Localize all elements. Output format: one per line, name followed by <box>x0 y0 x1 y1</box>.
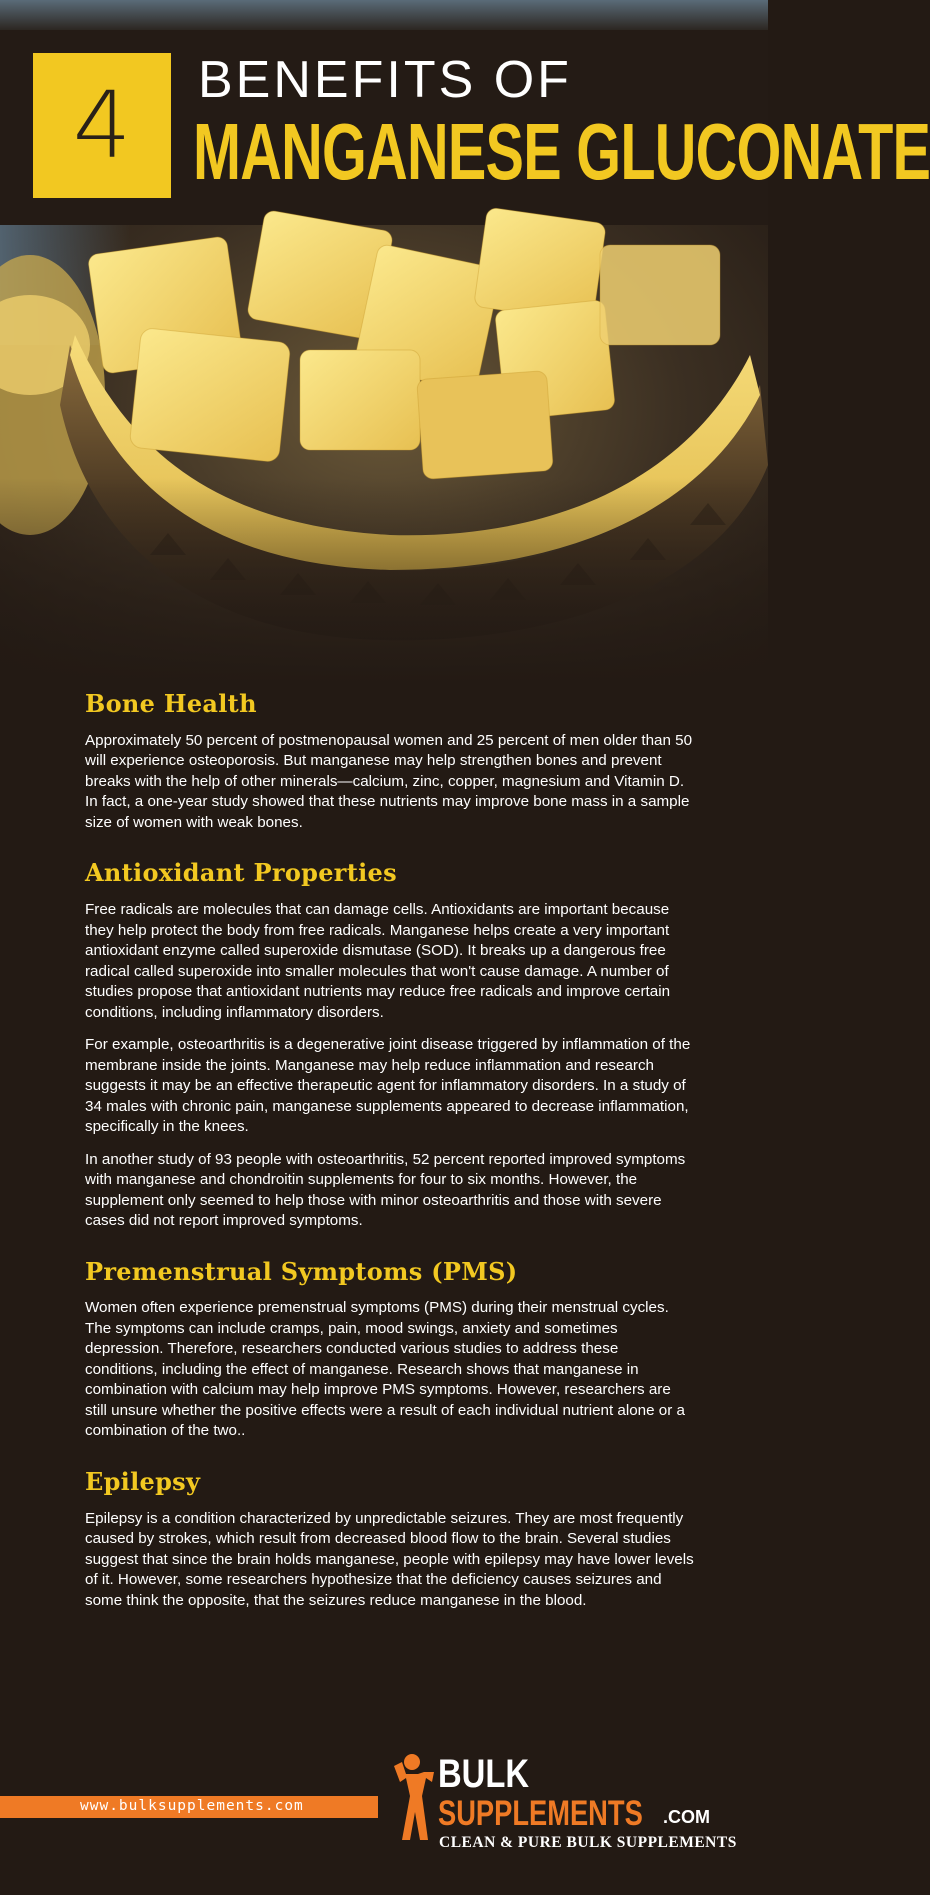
number-badge <box>33 53 171 198</box>
title-line-1: BENEFITS OF <box>198 51 572 109</box>
section-paragraph: Free radicals are molecules that can damage cells. Antioxidants are important because they help protect the body from free radicals. Manganese helps create a very important antioxidant enzyme called superoxide dismutase (SOD). It breaks up a dangerous free radical called superoxide into smaller molecules that won't cause damage. A number of studies propose that antioxidant nutrients may reduce free radicals and improve certain conditions, including inflammatory disorders. <box>85 901 671 1021</box>
section-bone-health <box>85 690 695 833</box>
title-line-2: MANGANESE GLUCONATE <box>193 107 930 196</box>
section-pms <box>85 1258 695 1442</box>
section-paragraph: Approximately 50 percent of postmenopausal women and 25 percent of men older than 50 will experience osteoporosis. But manganese may help strengthen bones and prevent breaks with the help of other minerals—calcium, zinc, copper, magnesium and Vitamin D. In fact, a one-year study showed that these nutrients may improve bone mass in a sample size of women with weak bones. <box>85 731 693 831</box>
section-paragraph: For example, osteoarthritis is a degenerative joint disease triggered by inflammation of the membrane inside the joints. Manganese may help reduce inflammation and research suggests it may be an effective therapeutic agent for inflammatory disorders. In a study of 34 males with chronic pain, manganese supplements appeared to decrease inflammation, specifically in the knees. <box>85 1036 691 1136</box>
website-url[interactable]: www.bulksupplements.com <box>80 1798 304 1814</box>
section-paragraph: Women often experience premenstrual symptoms (PMS) during their menstrual cycles. The symptoms can include cramps, pain, mood swings, anxiety and sometimes depression. Therefore, researchers conducted various studies to address these conditions, including the effect of manganese. Research shows that manganese in combination with calcium may help improve PMS symptoms. However, researchers are still unsure whether the positive effects were a result of each individual nutrient alone or a combination of the two.. <box>85 1299 685 1440</box>
benefit-count: 4 <box>72 71 132 179</box>
content-area <box>85 690 695 1637</box>
section-title: Epilepsy <box>85 1466 201 1496</box>
flexing-man-icon <box>388 1752 434 1842</box>
section-title: Antioxidant Properties <box>85 858 397 888</box>
section-title: Premenstrual Symptoms (PMS) <box>85 1256 518 1286</box>
logo-com-text: .COM <box>663 1807 710 1827</box>
logo-supplements-text: SUPPLEMENTS <box>438 1794 643 1833</box>
logo-bulk-text: BULK <box>438 1752 530 1796</box>
website-url-bar <box>0 1796 378 1818</box>
hero-image <box>0 225 768 685</box>
section-epilepsy <box>85 1468 695 1611</box>
section-paragraph: In another study of 93 people with osteoarthritis, 52 percent reported improved symptoms with manganese and chondroitin supplements for four to six months. However, the supplement only seemed to help those with minor osteoarthritis and those with severe cases did not report improved symptoms. <box>85 1150 686 1230</box>
logo-tagline: CLEAN & PURE BULK SUPPLEMENTS <box>439 1834 737 1851</box>
header-banner <box>0 0 930 225</box>
section-antioxidant-properties <box>85 859 695 1231</box>
section-paragraph: Epilepsy is a condition characterized by unpredictable seizures. They are most frequently caused by strokes, which result from decreased blood flow to the brain. Several studies suggest that since the brain holds manganese, people with epilepsy may have lower levels of it. However, some researchers hypothesize that the deficiency causes seizures and some think the opposite, that the seizures reduce manganese in the blood. <box>85 1509 694 1609</box>
section-title: Bone Health <box>85 689 257 718</box>
pineapple-icon <box>0 225 768 685</box>
